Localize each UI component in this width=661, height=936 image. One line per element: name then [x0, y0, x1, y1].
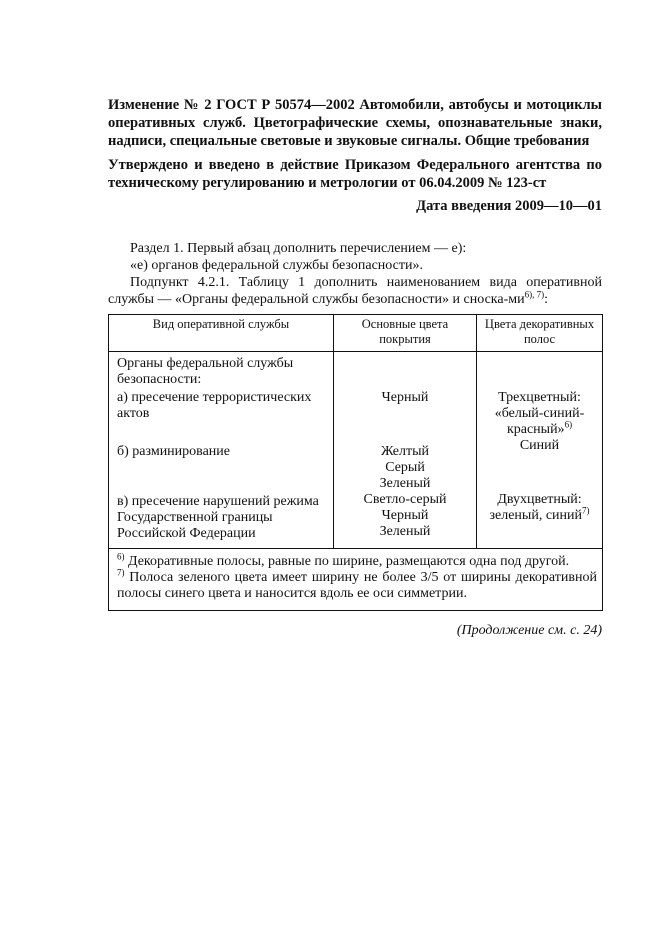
footnote-6-text: Декоративные полосы, равные по ширине, размещаются одна под другой. — [124, 554, 570, 569]
document-page — [108, 96, 602, 639]
approval-statement: Утверждено и введено в действие Приказом Федерального агентства по техническому регулированию и метрологии от 06.04.2009 № 123-ст — [108, 157, 602, 191]
colors-column — [334, 352, 477, 549]
footnotes-cell — [109, 549, 603, 611]
service-name: Органы федеральной службы безопасности: — [117, 356, 294, 387]
subclause-colon: : — [544, 292, 548, 307]
footnotes-row — [109, 549, 603, 611]
color-c-1: Черный — [381, 508, 429, 523]
stripes-a-ref: 6) — [564, 419, 573, 430]
service-column — [109, 352, 334, 549]
stripes-row-b: Синий — [519, 438, 560, 453]
stripes-a-text: Трехцветный: «белый-синий-красный» — [494, 390, 585, 437]
table-header-row — [109, 315, 603, 352]
stripes-column — [477, 352, 603, 549]
service-row-a: а) пресечение террористических актов — [117, 390, 312, 421]
footnote-7 — [117, 567, 597, 602]
header-stripes: Цвета декоративных полос — [477, 315, 603, 352]
stripes-row-a — [480, 390, 599, 438]
subclause-text: Подпункт 4.2.1. Таблицу 1 дополнить наименованием вида оперативной службы — «Органы федеральной службы безопасности» и сноска-ми — [108, 275, 602, 307]
color-a-0: Черный — [381, 390, 429, 405]
section1-paragraph: Раздел 1. Первый абзац дополнить перечислением — е): — [130, 241, 467, 256]
stripes-c-text: Двухцветный: зеленый, синий — [489, 492, 583, 523]
color-c-2: Зеленый — [379, 524, 431, 539]
subclause-4-2-1 — [108, 274, 602, 308]
document-title: Изменение № 2 ГОСТ Р 50574—2002 Автомобили, автобусы и мотоциклы оперативных служб. Цветографические схемы, опознавательные знаки, надписи, специальные световые и звуковые сигналы. Общие требования — [108, 97, 602, 149]
footnote-7-text: Полоса зеленого цвета имеет ширину не более 3/5 от ширины декоративной полосы синего цвета и наносится вдоль ее оси симметрии. — [117, 570, 597, 601]
header-service: Вид оперативной службы — [109, 315, 334, 352]
enumeration-e: «е) органов федеральной службы безопасности». — [130, 258, 423, 273]
color-b-0: Желтый — [380, 444, 430, 459]
continuation-note: (Продолжение см. с. 24) — [456, 623, 602, 638]
footnote-7-mark: 7) — [117, 567, 125, 578]
footnote-6-mark: 6) — [117, 551, 125, 562]
color-c-0: Светло-серый — [363, 492, 447, 507]
header-colors: Основные цвета покрытия — [334, 315, 477, 352]
table-row — [109, 352, 603, 549]
footnote-refs: 6), 7) — [524, 289, 545, 300]
color-b-2: Зеленый — [379, 476, 431, 491]
service-row-c: в) пресечение нарушений режима Государственной границы Российской Федерации — [117, 494, 319, 541]
stripes-row-c — [480, 492, 599, 524]
service-row-b: б) разминирование — [117, 444, 231, 459]
service-table — [108, 314, 603, 611]
color-b-1: Серый — [385, 460, 425, 475]
footnote-6 — [117, 551, 597, 570]
stripes-c-ref: 7) — [582, 505, 590, 516]
effective-date: Дата введения 2009—10—01 — [416, 198, 602, 214]
